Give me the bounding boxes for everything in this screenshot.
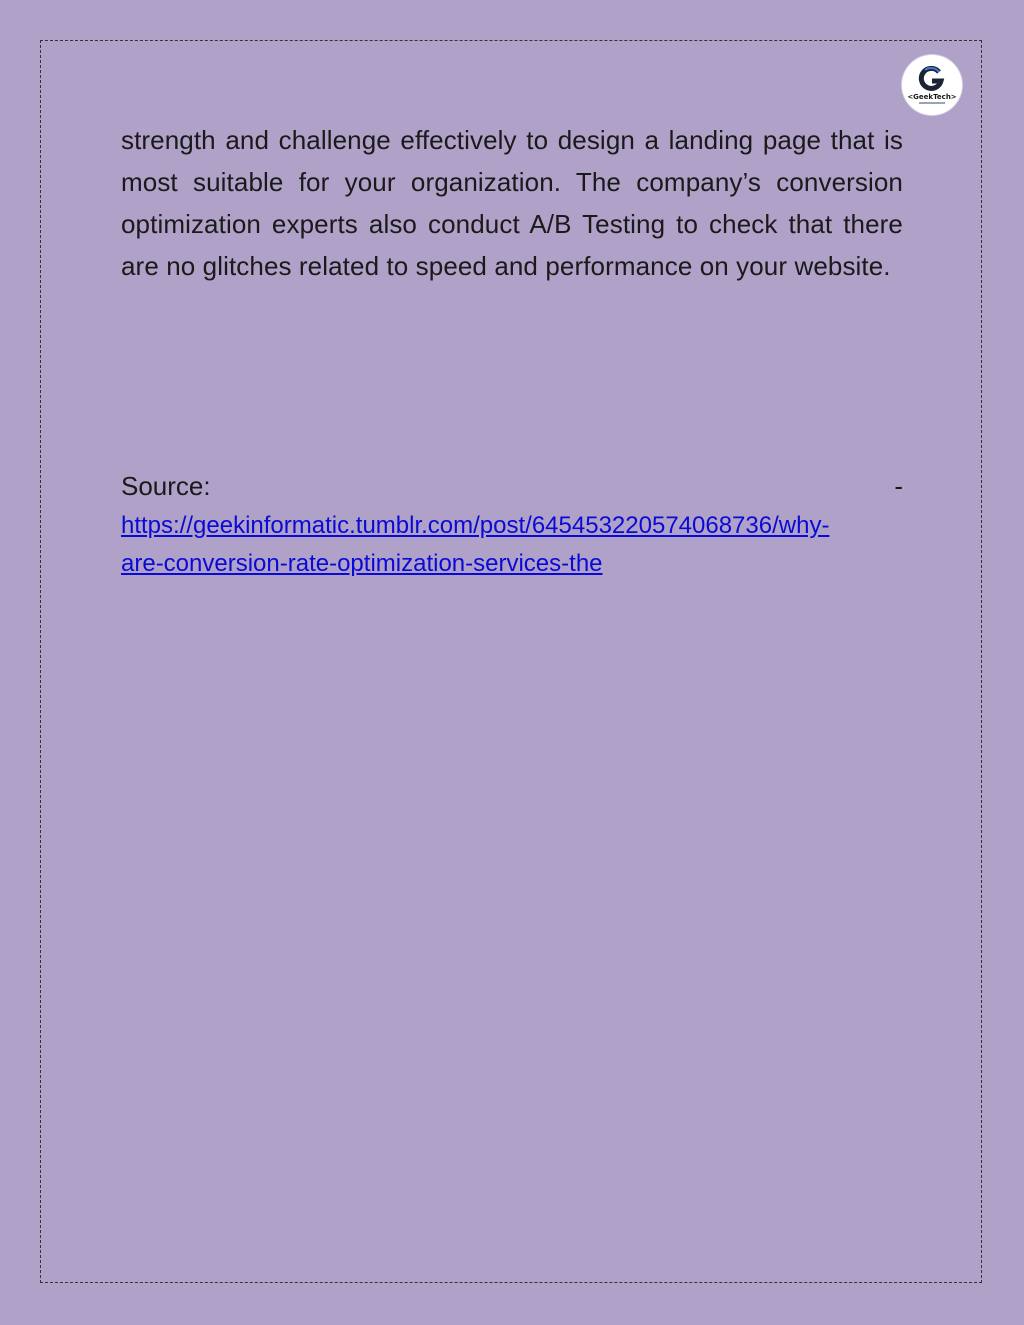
geektech-logo	[902, 55, 962, 115]
source-link-line-2[interactable]: are-conversion-rate-optimization-services-the	[121, 550, 603, 577]
logo-name: <GeekTech>	[907, 93, 957, 101]
source-link-line-1[interactable]: https://geekinformatic.tumblr.com/post/645453220574068736/why-	[121, 512, 830, 539]
g-letter-icon	[917, 66, 947, 92]
source-dash: -	[894, 471, 903, 501]
source-link[interactable]	[121, 507, 903, 583]
logo-tagline-mark	[919, 102, 945, 104]
source-line	[121, 467, 903, 505]
body-paragraph: strength and challenge effectively to design a landing page that is most suitable for your organization. The company’s conversion optimization experts also conduct A/B Testing to check that there are no glitches related to speed and performance on your website.	[121, 125, 903, 281]
source-label: Source:	[121, 471, 211, 501]
